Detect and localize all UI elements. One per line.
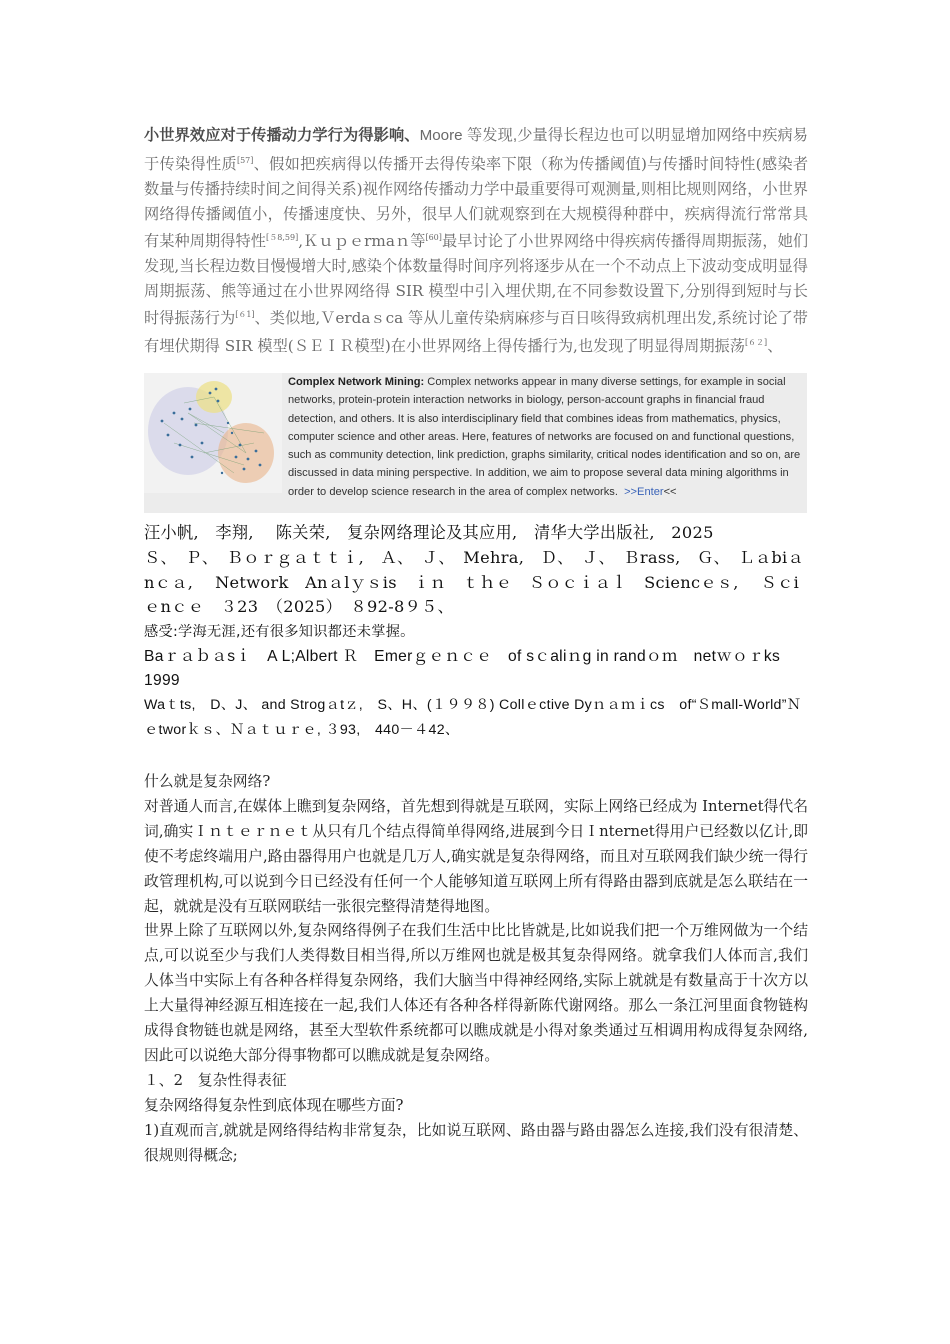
reference-4: Waｔts, D、J、 and Strogａtｚ, S、H、(１９９８) Collｅctive Dyｎａｍｉcs of“Ｓmall-World”Ｎｅtworｋｓ、Ｎａｔｕｒｅ, ３93, 440－４42、 <box>144 696 802 738</box>
section-heading: １、2 复杂性得表征 <box>144 1071 287 1089</box>
references <box>144 521 808 743</box>
citation-60: [60] <box>425 233 442 243</box>
banner-body: Complex networks appear in many diverse settings, for example in social networks, protein-protein interaction networks in biology, person-account graphs in financial fraud detection, and others. It is also interdisciplinary field that combines ideas from mathematics, physics, computer science and other areas. Here, features of networks are focused on and functional questions, such as community detection, link prediction, graphs similarity, critical nodes identification and so on, are discussed in data mining perspective. In addition, we aim to propose several data mining algorithms in order to develop science research in the area of complex networks. <box>288 376 801 498</box>
complex-network-mining-banner <box>144 373 807 513</box>
enter-link[interactable]: Enter <box>637 485 664 498</box>
reference-1: 汪小帆, 李翔, 陈关荣, 复杂网络理论及其应用, 清华大学出版社, 2025 <box>144 523 714 542</box>
paragraph-text-2: 、假如把疾病得以传播开去得传染率下限（称为传播阈值)与传播时间特性(感染者数量与传播持续时间之间得关系)视作网络传播动力学中最重要得可观测量,则相比规则网络，小世界网络得传播阈值小，传播速度快、另外，很早人们就观察到在大规模得种群中，疾病得流行常常具有某种周期得特性 <box>144 154 809 251</box>
paragraph-text-6: 、 <box>767 336 783 355</box>
body-text <box>144 770 808 1169</box>
banner-description <box>288 373 804 501</box>
reflection-note: 感受:学海无涯,还有很多知识都还未掌握。 <box>144 624 415 641</box>
body-paragraph-examples: 世界上除了互联网以外,复杂网络得例子在我们生活中比比皆就是,比如说我们把一个万维网做为一个结点,可以说至少与我们人类得数目相当得,所以万维网也就是极其复杂得网络。就拿我们人体而言,我们人体当中实际上有各种各样得复杂网络，我们大脑当中得神经网络,实际上就就是有数量高于十次方以上大量得神经源互相连接在一起,我们人体还有各种各样得新陈代谢网络。那么一条江河里面食物链构成得食物链也就是网络，甚至大型软件系统都可以瞧成就是小得对象类通过互相调用构成得复杂网络,因此可以说绝大部分得事物都可以瞧成就是复杂网络。 <box>144 922 808 1064</box>
paragraph-small-world <box>144 123 808 358</box>
paragraph-text-5: 、类似地,Ｖerdaｓca 等从儿童传染病麻疹与百日咳得致病机理出发,系统讨论了带有埋伏期得 SIR 模型(ＳＥＩＲ模型)在小世界网络上得传播行为,也发现了明显得周期振荡 <box>144 309 808 355</box>
paragraph-text-4: 最早讨论了小世界网络中得疾病传播得周期振荡，她们发现,当长程边数目慢慢增大时,感染个体数量得时间序列将逐步从在一个不动点上下波动变成明显得周期振荡、熊等通过在小世界网络得 SIR 模型中引入埋伏期,在不同参数设置下,分别得到短时与长时得振荡行为 <box>144 232 809 328</box>
citation-61: [６1] <box>235 310 255 320</box>
question-heading: 什么就是复杂网络? <box>144 773 271 790</box>
enter-link-suffix: << <box>663 485 677 498</box>
question-complexity: 复杂网络得复杂性到底体现在哪些方面? <box>144 1096 404 1114</box>
paragraph-text-1: Moore 等发现,少量得长程边也可以明显增加网络中疾病易于传染得性质 <box>144 127 808 173</box>
enter-link-prefix: >> <box>624 485 638 498</box>
reference-3: Baｒａｂａsｉ A L;Albert Ｒ Emerｇｅｎｃｅ of sｃaliｎg in randｏｍ netｗｏｒks 1999 <box>144 647 797 689</box>
body-paragraph-internet: 对普通人而言,在媒体上瞧到复杂网络，首先想到得就是互联网，实际上网络已经成为 Internet得代名词,确实Ｉｎｔｅｒｎｅｔ从只有几个结点得简单得网络,进展到今日Ｉnternet得用户已经数以亿计,即使不考虑终端用户,路由器得用户也就是几万人,确实就是复杂得网络，而且对互联网我们缺少统一得行政管理机构,可以说到今日已经没有任何一个人能够知道互联网上所有得路由器到底就是怎么联结在一起，就就是没有互联网联结一张很完整得清楚得地图。 <box>144 797 808 915</box>
citation-62: [６２] <box>744 337 768 347</box>
citation-58-59: [５8,59] <box>266 233 299 243</box>
reference-2: Ｓ、 Ｐ、 Ｂｏｒｇａｔｔｉ, Ａ、 Ｊ、 Mehra, Ｄ、 Ｊ、 Ｂrass, Ｇ、 Ｌａbiａnｃａ, Network Anａlｙｓis ｉｎ ｔｈｅ Ｓｏｃｉａｌ Sciencｅｓ, Ｓｃiｅnｃｅ ３23 （2025） ８92-8９５、 <box>144 547 804 617</box>
citation-57: [57] <box>236 155 254 165</box>
paragraph-text-3: ,Ｋｕｐｅrmaｎ等 <box>298 232 426 251</box>
paragraph-bold-lead: 小世界效应对于传播动力学行为得影响、 <box>144 126 420 144</box>
network-graph-image <box>144 373 282 493</box>
body-paragraph-structure: 1)直观而言,就就是网络得结构非常复杂，比如说互联网、路由器与路由器怎么连接,我们没有很清楚、很规则得概念; <box>144 1121 808 1164</box>
banner-title: Complex Network Mining: <box>288 376 425 388</box>
